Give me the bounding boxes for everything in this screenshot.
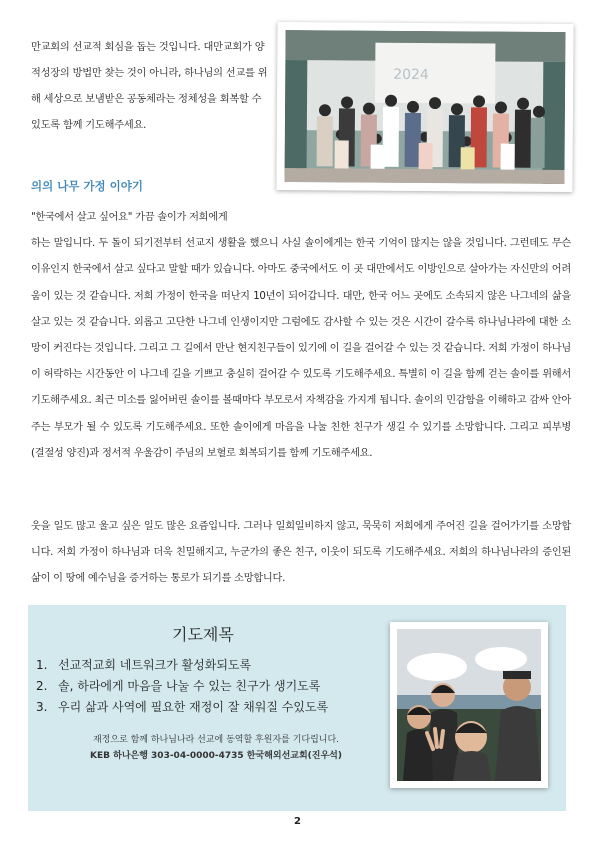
prayer-item-text: 솔, 하라에게 마음을 나눌 수 있는 친구가 생기도록 [58, 679, 321, 693]
banner-text: 2024 [393, 66, 429, 84]
page-number: 2 [294, 816, 301, 827]
prayer-item-number: 1. [36, 658, 48, 672]
prayer-item-number: 3. [36, 700, 48, 714]
family-photo [390, 622, 548, 788]
group-photo [276, 22, 573, 192]
prayer-list [36, 655, 328, 718]
closing-paragraph [31, 514, 571, 593]
donation-info [55, 732, 377, 764]
closing-text: 웃을 일도 많고 울고 싶은 일도 많은 요즘입니다. 그러나 일희일비하지 않고, 묵묵히 저희에게 주어진 길을 걸어가기를 소망합니다. 저희 가정이 하나님과 더욱 친밀해지고, 누군가의 좋은 친구, 이웃이 되도록 기도해주세요. 저희의 하나님나라의 증인된 삶이 이 땅에 예수님을 증거하는 통로가 되기를 소망합니다. [31, 521, 571, 585]
story-first-line: "한국에서 살고 싶어요" 가끔 솔이가 저희에게 [31, 212, 228, 223]
prayer-title: 기도제목 [172, 625, 234, 644]
intro-paragraph [31, 35, 271, 139]
prayer-item [36, 697, 328, 718]
bank-account: KEB 하나은행 303-04-0000-4735 한국해외선교회(진우석) [90, 751, 342, 761]
intro-text: 만교회의 선교적 회심을 돕는 것입니다. 대만교회가 양적성장의 방법만 찾는 것이 아니라, 하나님의 선교를 위해 세상으로 보냄받은 공동체라는 정체성을 회복할 수 있도록 함께 기도해주세요. [31, 42, 268, 131]
story-text: 하는 말입니다. 두 돌이 되기전부터 선교지 생활을 했으니 사실 솔이에게는 한국 기억이 많지는 않을 것입니다. 그런데도 무슨 이유인지 한국에서 살고 싶다고 말할 때가 있습니다. 아마도 중국에서도 이 곳 대만에서도 이방인으로 살아가는 자신만의 어려움이 있는 것 같습니다. 저희 가정이 한국을 떠난지 10년이 되어갑니다. 대만, 한국 어느 곳에도 소속되지 않은 나그네의 삶을 살고 있는 것 같습니다. 외롭고 고단한 나그네 인생이지만 그럼에도 감사할 수 있는 것은 시간이 갈수록 하나님나라에 대한 소망이 커진다는 것입니다. 그리고 그 길에서 만난 현지친구들이 있기에 이 길을 걸어갈 수 있는 것 같습니다. 저희 가정이 하나님이 허락하는 시간동안 이 나그네 길을 기쁘고 충실히 걸어갈 수 있도록 기도해주세요. 특별히 이 길을 함께 걷는 솔이를 위해서 기도해주세요. 최근 미소를 잃어버린 솔이를 볼때마다 부모로서 자책감을 가지게 됩니다. 솔이의 민감함을 이해하고 감싸 안아주는 부모가 될 수 있도록 기도해주세요. 또한 솔이에게 마음을 나눌 친한 친구가 생길 수 있기를 소망합니다. 그리고 피부병(결절성 양진)과 정서적 우울감이 주님의 보혈로 회복되기를 함께 기도해주세요. [31, 238, 571, 459]
prayer-item-text: 선교적교회 네트워크가 활성화되도록 [58, 658, 252, 672]
donation-message: 재정으로 함께 하나님나라 선교에 동역할 후원자를 기다립니다. [92, 735, 340, 745]
group-photo-image [284, 30, 565, 184]
prayer-item-number: 2. [36, 679, 48, 693]
prayer-item [36, 676, 328, 697]
story-paragraph [31, 205, 571, 467]
section-title: 의의 나무 가정 이야기 [31, 179, 143, 193]
family-photo-image [397, 629, 541, 781]
prayer-item-text: 우리 삶과 사역에 필요한 재정이 잘 채워질 수있도록 [58, 700, 329, 714]
prayer-item [36, 655, 328, 676]
